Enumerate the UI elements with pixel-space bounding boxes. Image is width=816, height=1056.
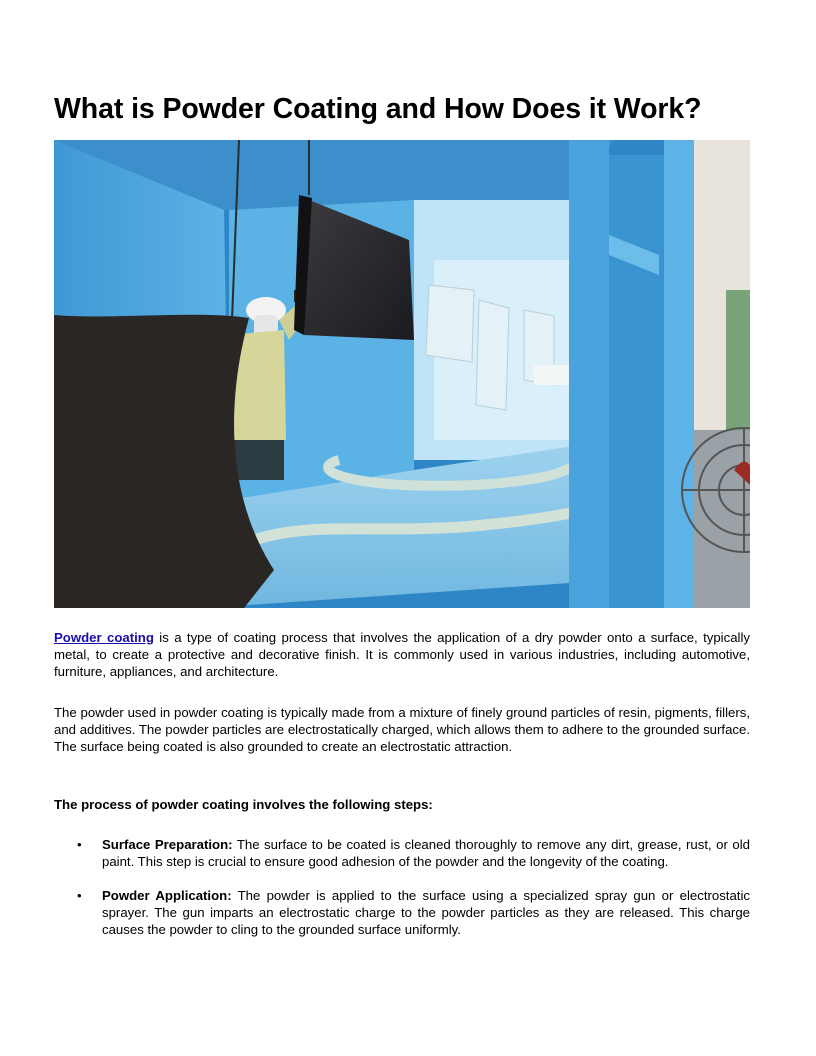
- step-title: Powder Application:: [102, 888, 232, 903]
- page-title: What is Powder Coating and How Does it Work?: [54, 93, 702, 125]
- powder-composition-paragraph: The powder used in powder coating is typically made from a mixture of finely ground particles of resin, pigments, fillers, and additives. The powder particles are electrostatically charged, which allows them to adhere to the grounded surface. The surface being coated is also grounded to create an electrostatic attraction.: [54, 705, 750, 754]
- step-text: The surface to be coated is cleaned thoroughly to remove any dirt, grease, rust, or old paint. This step is crucial to ensure good adhesion of the powder and the longevity of the coating.: [102, 837, 751, 869]
- list-item: [54, 836, 750, 870]
- steps-heading: The process of powder coating involves the following steps:: [54, 797, 433, 812]
- intro-text: is a type of coating process that involves the application of a dry powder onto a surface, typically metal, to create a protective and decorative finish. It is commonly used in various industries, including automotive, furniture, appliances, and architecture.: [54, 630, 750, 679]
- bullet-icon: •: [77, 888, 82, 903]
- steps-list: [54, 836, 750, 938]
- powder-coating-link[interactable]: Powder coating: [54, 630, 154, 645]
- intro-paragraph: [54, 629, 750, 680]
- powder-coating-booth-photo: [54, 140, 750, 608]
- step-text: The powder is applied to the surface using a specialized spray gun or electrostatic sprayer. The gun imparts an electrostatic charge to the powder particles as they are released. This charge causes the powder to cling to the grounded surface uniformly.: [102, 888, 750, 937]
- list-item: [54, 887, 750, 938]
- bullet-icon: •: [77, 837, 82, 852]
- step-title: Surface Preparation:: [102, 837, 233, 852]
